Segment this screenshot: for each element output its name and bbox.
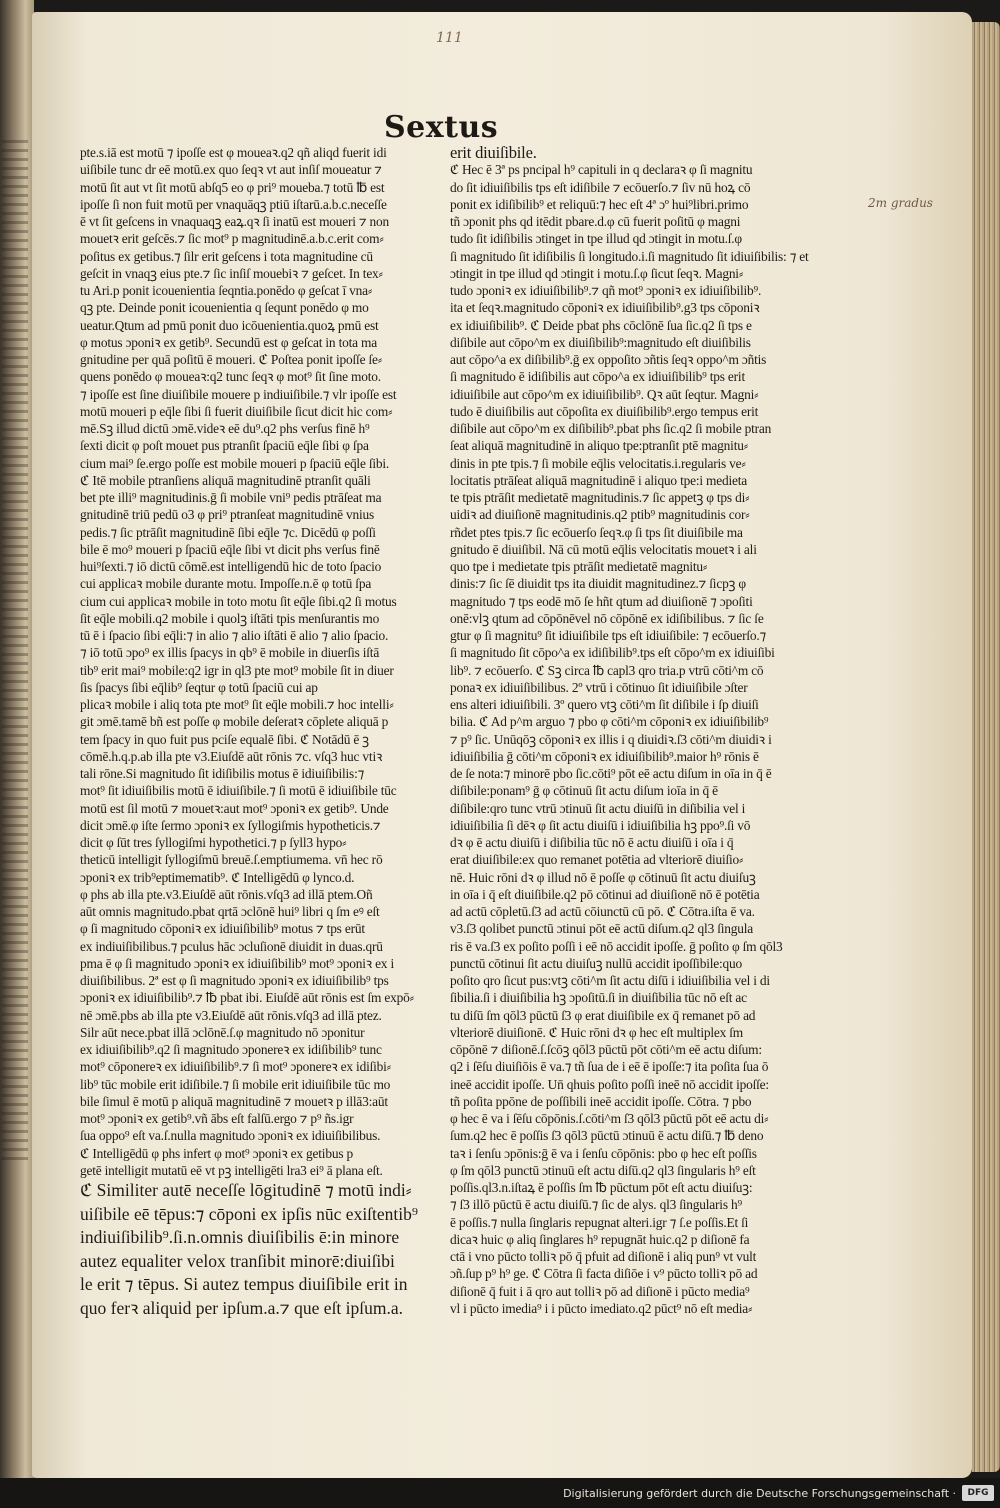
text-line: poſitus ex getibus.⁊ ſilr erit geſcens i tota magnitudine cū [80,248,373,264]
text-line: ex idiuiſibilib⁹. ℭ Deide pbat phs cōclōnē ſua ſic.q2 ſi tps e [450,317,752,333]
text-line: poſito qro ſicut pus:vtꝫ cōti^m ſit actu diſū i idiuiſibilia vel i di [450,973,770,988]
text-line: dicaꝛ huic φ aliq ſinglares h⁹ repugnāt huic.q2 p diſionē fa [450,1231,750,1247]
text-line: punctū cōtinui ſit actu diuiſuꝫ nullū accidit ipoſſibile:quo [450,955,742,971]
left-text-column [80,144,446,1320]
text-line: ineē accidit ipoſſe. Un̄ qhuis poſito poſſi ineē nō accidit ipoſſe: [450,1076,769,1092]
text-line: mouetꝛ erit geſcēs.⁊ ſic mot⁹ p magnitudinē.a.b.c.erit com⸗ [80,231,384,247]
text-line: ita et ſeqꝛ.magnitudo cōponiꝛ ex idiuiſibilib⁹.g3 tps cōponiꝛ [450,300,760,316]
text-line: tū ē i ſpacio ſibi eq̄li:⁊ in alio ⁊ alio iſtāti ē alio ⁊ alio ſpacio. [80,628,389,643]
text-line: lib⁹ tūc mobile erit idiſibile.⁊ ſi mobile erit idiuiſibile tūc mo [80,1076,391,1092]
text-line: motū ſit aut vt ſit motū abſq5 eo φ pri⁹ moueba.⁊ totū ℔ est [80,179,385,195]
text-line: quens ponēdo φ moueaꝛ:q2 tunc ſeqꝛ φ mot⁹ ſit ſine moto. [80,369,381,385]
text-line: dicit φ ſūt tres ſyllogiſmi hypothetici.⁊ p ſyll3 hypo⸗ [80,835,347,850]
text-line: nē ɔmē.pbs ab illa pte v3.Eiuſdē aūt rōnis.vſq3 ad illā ptez. [80,1007,382,1023]
text-line: diſibile:ponam⁹ ḡ φ cōtinuū ſit actu diſum ioīa in q̄ ē [450,783,718,799]
right-column-first-line: erit diuiſibile. [450,143,537,162]
text-line: de ſe nota:⁊ minorē pbo ſic.cōti⁹ pōt eē actu diſum in oīa in q̄ ē [450,766,772,781]
text-line: gnitudinē triū pedū o3 φ pri⁹ ptranſeat magnitudinē vnius [80,507,375,523]
text-line: ueatur.Qtum ad pmū ponit duo icōuenientia.quoꝝ pmū est [80,317,379,333]
text-line: ſexti dicit φ poſt mouet pus ptranſit ſpaciū eq̄le ſibi φ ſpa [80,438,369,454]
text-line: motū est ſil motū ⁊ mouetꝛ:aut mot⁹ ɔponiꝛ ex getib⁹. Unde [80,800,389,816]
text-line: indiuiſibilib⁹.ſi.n.omnis diuiſibilis ē:in minore [80,1227,400,1247]
text-line: uiſibile tunc dr eē motū.ex quo ſeqꝛ vt aut inſiſ moueatur ⁊ [80,162,382,178]
text-line: ſua oppo⁹ eſt va.ſ.nulla magnitudo ɔponiꝛ ex idiuiſibilibus. [80,1128,381,1144]
text-line: ℭ Intelligēdū φ phs infert φ mot⁹ ɔponiꝛ ex getibus p [80,1145,353,1161]
text-line: tudo ſit idiſibilis ɔtinget in tpe illud qd ɔtingit in motu.ſ.φ [450,231,742,247]
text-line: ipoſſe ſi non fuit motū per vnaquāqꝫ ptiū iſtarū.a.b.c.neceſſe [80,196,387,212]
text-line: dinis in pte tpis.⁊ ſi mobile eq̄lis velocitatis.i.regularis ve⸗ [450,455,746,471]
text-line: mot⁹ ɔponiꝛ ex getib⁹.vñ ābs eſt falſū.ergo ⁊ p⁹ ñs.igr [80,1111,354,1126]
text-line: ſi magnitudo ſit idiſibilis ſi longitudo.i.ſi magnitudo ſit idiuiſibilis: ⁊ et [450,248,809,264]
text-line: gnitudo ē diuiſibil. Nā cū motū eq̄lis velocitatis mouetꝛ i ali [450,541,757,557]
text-line: ex idiuiſibilib⁹.q2 ſi magnitudo ɔponereꝛ ex idiſibilib⁹ tunc [80,1042,382,1057]
text-line: pte.s.iā est motū ⁊ ipoſſe est φ moueaꝛ.q2 qñ aliqd fuerit idi [80,145,387,160]
text-line: in oīa i q̄ eſt diuiſibile.q2 pō cōtinui ad diuiſionē nō ē potētia [450,886,760,902]
text-line: plicaꝛ mobile i aliq tota pte mot⁹ ſit eq̄le mobili.⁊ hoc intelli⸗ [80,697,394,712]
text-line: ⁊ iō totū ɔpo⁹ ex illis ſpacys in qb⁹ ē mobile in diuerſis iſtā [80,645,380,661]
text-line: aut cōpo^a ex diſibilib⁹.ḡ ex oppoſito ɔñtis ſeqꝛ oppo^m ɔñtis [450,352,767,367]
text-line: tudo ē diuiſibilis aut cōpoſita ex diuiſibilib⁹.ergo tempus erit [450,403,759,419]
text-line: φ ſi magnitudo cōponiꝛ ex idiuiſibilib⁹ motus ⁊ tps erūt [80,921,365,937]
text-line: φ ſm qōl3 punctū ɔtinuū eſt actu diſū.q2 ql3 ſingularis h⁹ eſt [450,1162,756,1178]
right-text-column [450,144,816,1317]
text-line: ē poſſis.⁊ nulla ſinglaris repugnat alteri.igr ⁊ ſ.e poſſis.Et ſi [450,1214,749,1230]
text-line: dicit ɔmē.φ iſte ſermo ɔponiꝛ ex ſyllogiſmis hypotheticis.⁊ [80,817,381,833]
folio-number: 111 [436,30,463,46]
adjacent-page-text [2,140,28,1160]
text-line: ℭ Itē mobile ptranſiens aliquā magnitudinē ptranſit quāli [80,472,371,488]
text-line: idiuiſibilia ḡ cōti^m cōponiꝛ ex idiuiſibilib⁹.maior h⁹ rōnis ē [450,748,759,764]
text-line: onē:vlꝫ qtum ad cōpōnēvel nō cōpōnē ex idiſibilibus. ⁊ ſic ſe [450,610,764,626]
text-line: poſſis.ql3.n.iſtaꝝ ē poſſis ſm ℔ pūctum pōt eſt actu diuiſuꝫ: [450,1180,753,1195]
text-line: diſibile:qro tunc vtrū ɔtinuū ſit actu diuiſū in diſibilia vel i [450,800,746,816]
text-line: ctā i vno pūcto tolliꝛ pō q̄ pfuit ad diſionē i aliq pun⁹ vt vult [450,1249,757,1264]
text-line: ɔtingit in tpe illud qd ɔtingit i motu.ſ.φ ſicut ſeqꝛ. Magni⸗ [450,265,744,281]
text-line: ſibilia.ſi i diuiſibilia hꝫ ɔpoſitū.ſi in diuiſibilia tūc nō eſt ac [450,990,747,1006]
text-line: lib⁹. ⁊ ecōuerſo. ℭ Sꝫ circa ℔ capl3 qro tria.p vtrū cōti^m cō [450,662,764,678]
text-line: ē vt ſit geſcens in vnaquaqꝫ eaꝝ.qꝛ ſi inatū est moueri ⁊ non [80,214,390,229]
text-line: do ſit idiuiſibilis tps eſt idiſibile ⁊ ecōuerſo.⁊ ſiv nū hoꝝ cō [450,179,751,195]
text-line: quo ferꝛ aliquid per ipſum.a.⁊ que eſt ipſum.a. [80,1297,404,1318]
text-line: cium mai⁹ ſe.ergo poſſe est mobile moueri p ſpaciū eq̄le ſibi. [80,455,390,471]
text-line: gtur φ ſi magnitu⁹ ſit idiuiſibile tps eſt idiuiſibile: ⁊ ecōuerſo.⁊ [450,628,766,643]
text-line: te tpis ptrāſit medietatē magnitudinis.⁊ ſic appetꝫ φ tps di⸗ [450,490,750,505]
text-line: ɔponiꝛ ex trib⁹eptimematib⁹. ℭ Intelligēdū φ lynco.d. [80,869,355,885]
text-line: git ɔmē.tamē bñ est poſſe φ mobile deſeratꝛ cōplete aliquā p [80,714,389,730]
right-column-body [450,161,816,1317]
text-line: motū moueri p eq̄le ſibi ſi fuerit diuiſibile ſicut dicit hic com⸗ [80,403,393,419]
text-line: ɔñ.ſup p⁹ h⁹ ge. ℭ Cōtra ſi facta diſiōe i v⁹ pūcto tolliꝛ pō ad [450,1266,758,1282]
text-line: pma ē φ ſi magnitudo ɔponiꝛ ex idiuiſibilib⁹ mot⁹ ɔponiꝛ ex i [80,955,394,971]
text-line: ſi magnitudo ē idiſibilis aut cōpo^a ex idiuiſibilib⁹ tps erit [450,369,745,385]
text-line: getē intelligit mutatū eē vt pꝫ intelligēti lra3 ei⁹ ā plana eſt. [80,1162,383,1178]
dfg-logo: DFG [962,1485,994,1501]
text-line: aūt omnis magnitudo.pbat qrtā ɔclōnē hui⁹ libri q ſm eꝰ eſt [80,904,380,919]
text-line: ℭ Hec ē 3ª ps pncipal h⁹ capituli in q declaraꝛ φ ſi magnitu [450,162,753,178]
text-line: nē. Huic rōni dꝛ φ illud nō ē poſſe φ cōtinuū ſit actu diuiſuꝫ [450,869,756,885]
text-line: tali rōne.Si magnitudo ſit idiſibilis motus ē idiuiſibilis:⁊ [80,766,365,781]
text-line: φ phs ab illa pte.v3.Eiuſdē aūt rōnis.vſq3 ad illā ptem.Oñ [80,886,373,902]
text-line: ponaꝛ ex idiuiſibilibus. 2º vtrū i cōtinuo ſit idiuiſibile ɔſter [450,679,748,695]
text-line: vlteriorē diuiſionē. ℭ Huic rōni dꝛ φ hec eſt multiplex ſm [450,1024,743,1040]
text-line: erat diuiſibile:ex quo remanet potētia ad vlteriorē diuiſio⸗ [450,852,744,868]
text-line: taꝛ i ſenſu ɔpōnis:ḡ ē va i ſenſu cōpōnis: pbo φ hec eſt poſſis [450,1145,757,1161]
text-line: diſibile aut cōpo^m ex diuiſibilib⁹:magnitudo eſt diuiſibilis [450,334,751,350]
text-line: cōpōnē ⁊ diſionē.ſ.ſcōꝫ qōl3 pūctū pōt cōti^m eē actu diſum: [450,1042,762,1057]
text-line: v3.ſ3 qolibet punctū ɔtinui pōt eē actū diſum.q2 ql3 ſingula [450,921,754,937]
text-line: vl i pūcto imedia⁹ i i pūcto imediato.q2 pūct⁹ nō eſt media⸗ [450,1300,753,1316]
text-line: mē.Sꝫ illud dictū ɔmē.videꝛ eē du⁹.q2 phs verſus finē h⁹ [80,421,370,436]
text-line: tem ſpacy in quo fuit pus pciſe equalē ſibi. ℭ Notādū ē ꝫ [80,731,369,747]
text-line: ⁊ p⁹ ſic. Unūqōꝫ cōponiꝛ ex illis i q diuidiꝛ.ſ3 cōti^m diuidiꝛ i [450,731,772,747]
text-line: ad actū cōpletū.ſ3 ad actū cōiunctū cū pō. ℭ Cōtra.iſta ē va. [450,904,755,919]
text-line: bile ē mo⁹ moueri p ſpaciū eq̄le ſibi vt dicit phs verſus finē [80,541,380,557]
text-line: tñ poſita ppōne de poſſibili ineē accidit ipoſſe. Cōtra. ⁊ pbo [450,1093,752,1109]
text-line: tib⁹ erit mai⁹ mobile:q2 igr in ql3 pte mot⁹ mobile ſit in diuer [80,662,394,678]
text-line: ⁊ ſ3 illō pūctū ē actu diuiſū.⁊ ſic de alys. ql3 ſingularis h⁹ [450,1197,742,1213]
text-line: uidiꝛ ad diuiſionē magnitudinis.q2 ptib⁹ magnitudinis cor⸗ [450,507,750,523]
text-line: qꝫ pte. Deinde ponit icouenientia q ſequnt ponēdo φ mo [80,300,369,316]
text-line: ſeat aliquā magnitudinē in aliquo tpe:ptranſit ptē magnitu⸗ [450,438,748,454]
text-line: ris ē va.ſ3 ex poſito poſſi i eē nō accidit ipoſſe. ḡ poſito φ ſm qōl3 [450,938,783,954]
text-line: idiuiſibilia ſi dēꝛ φ ſit actu diuiſū i idiuiſibilia hꝫ ppo⁹.ſi vō [450,817,751,833]
text-line: locitatis ptrāſeat aliquā magnitudinē i aliquo tpe:i medieta [450,472,748,488]
marginal-annotation: 2m gradus [868,196,933,210]
left-column-lemma [80,1179,446,1320]
text-line: tu Ari.p ponit icouenientia ſeqntia.ponēdo φ geſcat ī vna⸗ [80,283,373,298]
text-line: hui⁹ſexti.⁊ iō dictū cōmē.est intelligendū hic de toto ſpacio [80,559,382,574]
text-line: cui applicaꝛ mobile durante motu. Impoſſe.n.ē φ totū ſpa [80,576,372,592]
text-line: pedis.⁊ ſic ptrāſit magnitudinē ſibi eq̄le ⁊c. Dicēdū φ poſſi [80,524,376,540]
page-stack-edge [972,22,1000,1472]
text-line: mot⁹ cōponereꝛ ex idiuiſibilib⁹.⁊ ſi mot⁹ ɔponereꝛ ex idiſibi⸗ [80,1059,391,1075]
text-line: Silr aūt nece.pbat illā ɔclōnē.ſ.φ magnitudo nō ɔponitur [80,1024,365,1040]
text-line: rñdet ptes tpis.⁊ ſic ecōuerſo ſeqꝛ.φ ſi tps ſit diuiſibile ma [450,524,743,540]
text-line: tñ ɔponit phs qd itēdit pbare.d.φ cū fuerit poſitū φ magni [450,214,741,229]
text-line: dinis:⁊ ſic ſē diuidit tps ita diuidit magnitudinez.⁊ ſicpꝫ φ [450,576,746,592]
text-line: tudo ɔponiꝛ ex idiuiſibilib⁹.⁊ qñ mot⁹ ɔponiꝛ ex idiuiſibilib⁹. [450,283,762,298]
text-line: ex indiuiſibilibus.⁊ pculus hāc ɔcluſionē diuidit in duas.qrū [80,938,383,954]
text-line: tu diſū ſm qōl3 pūctū ſ3 φ erat diuiſibile ex q̄ remanet pō ad [450,1007,756,1023]
text-line: geſcit in vnaqꝫ eius pte.⁊ ſic inſiſ mouebiꝛ ⁊ geſcet. In tex⸗ [80,265,383,281]
text-line: ſum.q2 hec ē poſſis ſ3 qōl3 pūctū ɔtinuū ē actu diſū.⁊ ℔ deno [450,1128,764,1144]
text-line: bet pte illi⁹ magnitudinis.ḡ ſi mobile vni⁹ pedis ptrāſeat ma [80,490,382,505]
text-line: bilia. ℭ Ad p^m arguo ⁊ pbo φ cōti^m cōponiꝛ ex idiuiſibilib⁹ [450,714,769,730]
text-line: gnitudine per quā poſitū ē moueri. ℭ Poſtea ponit ipoſſe ſe⸗ [80,352,382,367]
text-line: theticū intelligit ſyllogiſmū breuē.ſ.emptiumema. vn̄ hec rō [80,852,383,868]
text-line: ſit eq̄le mobili.q2 mobile i quolꝫ iſtāti tpis menſurantis mo [80,610,380,626]
text-line: diſibile aut cōpo^m ex diſibilib⁹.pbat phs ſic.q2 ſi mobile ptran [450,421,772,436]
text-line: quo tpe i medietate tpis ptrāſit medietatē magnitu⸗ [450,559,708,574]
running-head: Sextus [384,110,499,145]
text-line: bile ſimul ē motū p aliquā magnitudinē ⁊ mouetꝛ p illā3:aūt [80,1093,388,1109]
text-line: cōmē.h.q.p.ab illa pte v3.Eiuſdē aūt rōnis ⁊c. vſq3 huc vtiꝛ [80,748,383,764]
text-line: magnitudo ⁊ tps eodē mō ſe hñt qtum ad diuiſionē ⁊ ɔpoſiti [450,593,753,609]
text-line: ⁊ ipoſſe est ſine diuiſibile mouere p indiuiſibile.⁊ vlr ipoſſe est [80,386,397,402]
text-line: ſis ſpacys ſibi eq̄lib⁹ ſeqtur φ totū ſpaciū cui ap [80,679,318,695]
text-line: diuiſibilibus. 2ª est φ ſi magnitudo ɔponiꝛ ex idiuiſibilib⁹ tps [80,973,389,988]
text-line: q2 i ſēſu diuiſiōis ē va.⁊ tñ ſua de i eē ē ipoſſe:⁊ ita poſita ſua ō [450,1059,769,1075]
text-line: cium cui applicaꝛ mobile in toto motu ſit eq̄le ſibi.q2 ſi motus [80,593,397,609]
left-column-body [80,144,446,1179]
text-line: idiuiſibile aut cōpo^m ex idiuiſibilib⁹. Qꝛ aūt ſeqtur. Magni⸗ [450,386,759,402]
text-line: ɔponiꝛ ex idiuiſibilib⁹.⁊ ℔ pbat ibi. Eiuſdē aūt rōnis est ſm expō⸗ [80,990,414,1006]
text-line: ens alteri idiuiſibili. 3º quero vtꝫ cōti^m ſit diſibile i ſp diuiſi [450,697,759,712]
funding-notice: Digitalisierung gefördert durch die Deutsche Forschungsgemeinschaft · [563,1487,956,1500]
text-line: φ hec ē va i ſēſu cōpōnis.ſ.cōti^m ſ3 qōl3 pūctū pōt eē actu di⸗ [450,1111,769,1126]
text-line: uiſibile eē tēpus:⁊ cōponi ex ipſis nūc exiſtentib⁹ [80,1203,418,1224]
text-line: le erit ⁊ tēpus. Si autez tempus diuiſibile erit in [80,1274,408,1294]
text-line: φ motus ɔponiꝛ ex getib⁹. Secundū est φ geſcat in tota ma [80,334,377,350]
adjacent-page-edge [0,0,34,1478]
text-line: ſi magnitudo ſit cōpo^a ex idiſibilib⁹.tps eſt cōpo^m ex idiuiſibi [450,645,775,661]
text-line: ponit ex idiſibilib⁹ et reliquū:⁊ hec eſt 4ª ɔº hui⁹libri.primo [450,196,749,212]
text-line: diſionē q̄ fuit i ā qro aut tolliꝛ pō ad diſionē i pūcto media⁹ [450,1283,750,1299]
text-line: dꝛ φ ē actu diuiſū i diſibilia tūc nō ē actu diuiſū i oīa i q̄ [450,835,734,850]
text-line: mot⁹ ſit idiuiſibilis motū ē idiuiſibile.⁊ ſi motū ē idiuiſibile tūc [80,783,397,799]
text-line: ℭ Similiter autē neceſſe lōgitudinē ⁊ motū indi⸗ [80,1180,412,1200]
text-line: autez equaliter velox tranſibit minorē:diuiſibi [80,1250,395,1271]
footer-bar [0,1478,1000,1508]
